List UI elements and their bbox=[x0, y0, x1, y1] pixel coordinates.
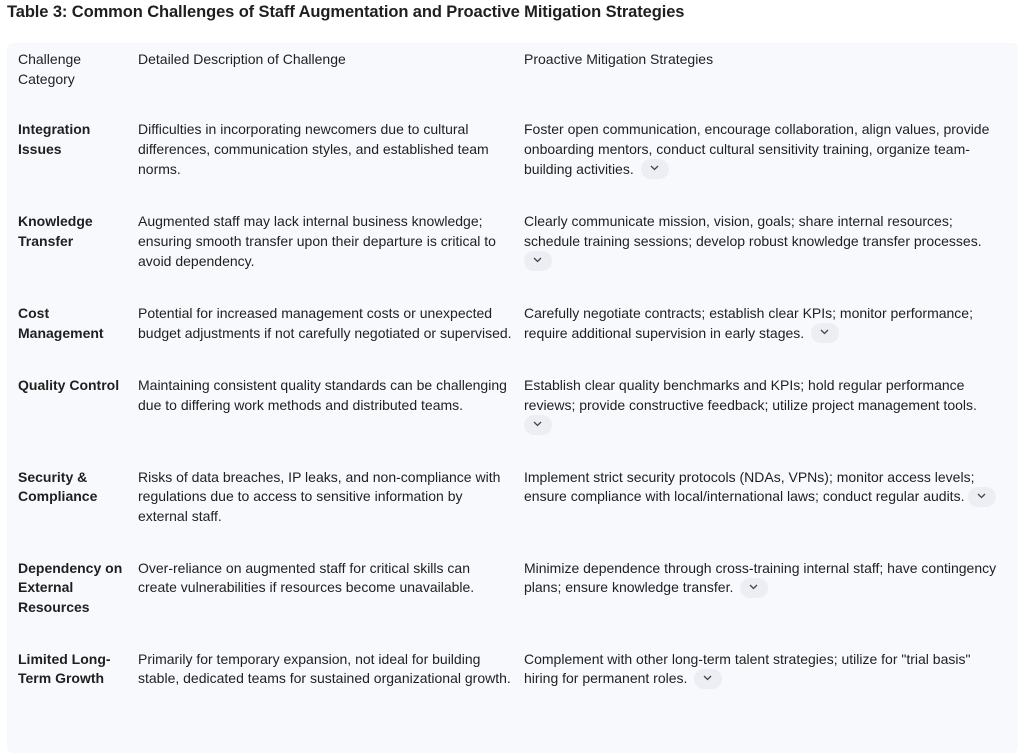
row-strategy: Establish clear quality benchmarks and KPIs; hold regular performance reviews; provide constructive feedback; utilize project management tools. bbox=[524, 376, 977, 413]
table-row bbox=[7, 304, 1018, 376]
row-strategy-cell bbox=[524, 468, 1018, 559]
table-row bbox=[7, 468, 1018, 559]
row-category: Integration Issues bbox=[18, 121, 91, 158]
challenges-table-container bbox=[7, 43, 1018, 753]
challenges-table bbox=[7, 43, 1018, 722]
row-strategy: Clearly communicate mission, vision, goals; share internal resources; schedule training sessions; develop robust knowledge transfer processes. bbox=[524, 213, 982, 249]
row-description: Over-reliance on augmented staff for critical skills can create vulnerabilities if resources become unavailable. bbox=[138, 559, 475, 596]
row-strategy-cell bbox=[524, 559, 1018, 650]
expand-source-button[interactable] bbox=[694, 669, 722, 689]
row-strategy: Carefully negotiate contracts; establish clear KPIs; monitor performance; require additional supervision in early stages. bbox=[524, 304, 973, 341]
row-strategy: Minimize dependence through cross-training internal staff; have contingency plans; ensure knowledge transfer. bbox=[524, 559, 997, 596]
row-strategy-cell bbox=[524, 212, 1018, 304]
chevron-down-icon bbox=[533, 421, 542, 427]
row-category: Cost Management bbox=[18, 304, 104, 341]
row-description: Potential for increased management costs or unexpected budget adjustments if not carefully negotiated or supervised. bbox=[138, 304, 512, 341]
row-strategy-cell bbox=[524, 120, 1018, 212]
chevron-down-icon bbox=[650, 165, 659, 171]
row-strategy-cell bbox=[524, 304, 1018, 376]
row-strategy: Implement strict security protocols (NDAs, VPNs); monitor access levels; ensure compliance with local/international laws; conduct regular audits. bbox=[524, 468, 975, 505]
row-description: Difficulties in incorporating newcomers due to cultural differences, communication styles, and established team norms. bbox=[138, 121, 489, 177]
row-description: Augmented staff may lack internal business knowledge; ensuring smooth transfer upon their departure is critical to avoid dependency. bbox=[138, 213, 496, 269]
expand-source-button[interactable] bbox=[811, 323, 839, 343]
header-mitigation-strategies: Proactive Mitigation Strategies bbox=[524, 51, 714, 67]
row-strategy-cell bbox=[524, 650, 1018, 722]
table-row bbox=[7, 376, 1018, 468]
expand-source-button[interactable] bbox=[740, 578, 768, 598]
chevron-down-icon bbox=[703, 675, 712, 681]
table-row bbox=[7, 559, 1018, 650]
chevron-down-icon bbox=[749, 584, 758, 590]
chevron-down-icon bbox=[820, 329, 829, 335]
header-description: Detailed Description of Challenge bbox=[138, 51, 346, 67]
chevron-down-icon bbox=[533, 257, 542, 263]
header-challenge-category: Challenge Category bbox=[18, 51, 82, 87]
expand-source-button[interactable] bbox=[641, 159, 669, 179]
table-title: Table 3: Common Challenges of Staff Augmentation and Proactive Mitigation Strategies bbox=[7, 3, 685, 21]
table-row bbox=[7, 650, 1018, 722]
table-row bbox=[7, 212, 1018, 304]
table-header-row bbox=[7, 43, 1018, 120]
row-description: Risks of data breaches, IP leaks, and non-compliance with regulations due to access to sensitive information by external staff. bbox=[138, 468, 501, 524]
row-strategy-cell bbox=[524, 376, 1018, 468]
row-category: Quality Control bbox=[18, 376, 120, 393]
row-description: Maintaining consistent quality standards can be challenging due to differing work methods and distributed teams. bbox=[138, 376, 507, 413]
row-category: Security & Compliance bbox=[18, 468, 98, 505]
row-description: Primarily for temporary expansion, not ideal for building stable, dedicated teams for sustained organizational growth. bbox=[138, 650, 511, 687]
chevron-down-icon bbox=[977, 493, 986, 499]
expand-source-button[interactable] bbox=[524, 251, 552, 271]
table-row bbox=[7, 120, 1018, 212]
row-category: Limited Long-Term Growth bbox=[18, 650, 111, 687]
expand-source-button[interactable] bbox=[524, 415, 552, 435]
expand-source-button[interactable] bbox=[968, 487, 996, 507]
row-strategy: Foster open communication, encourage collaboration, align values, provide onboarding mentors, conduct cultural sensitivity training, organize team-building activities. bbox=[524, 121, 990, 177]
row-category: Knowledge Transfer bbox=[18, 213, 93, 249]
row-strategy: Complement with other long-term talent strategies; utilize for "trial basis" hiring for permanent roles. bbox=[524, 650, 971, 687]
row-category: Dependency on External Resources bbox=[18, 559, 123, 616]
